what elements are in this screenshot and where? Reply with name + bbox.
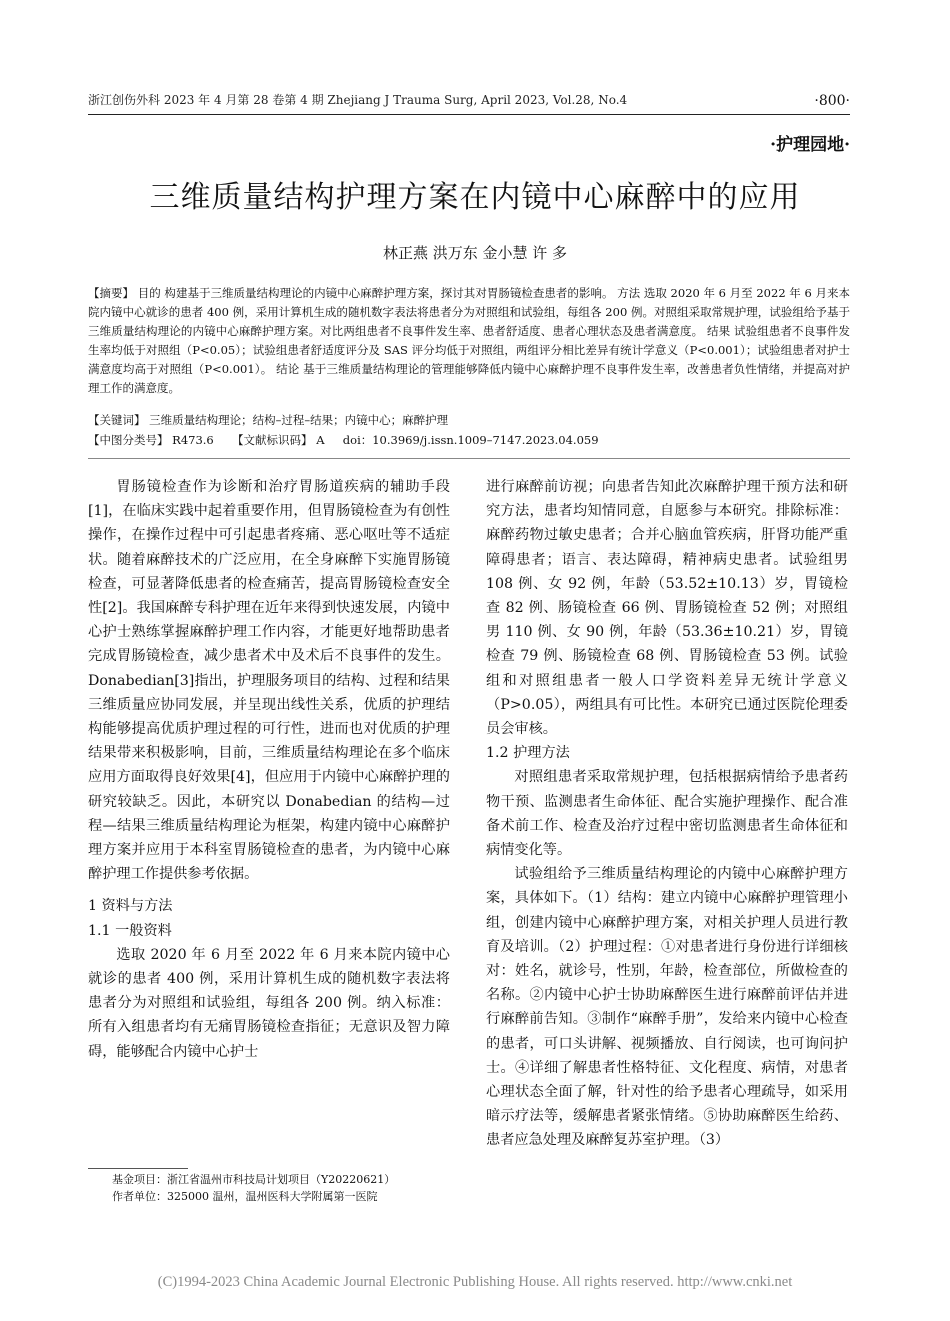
keywords-text: 三维质量结构理论；结构–过程–结果；内镜中心；麻醉护理 bbox=[149, 413, 449, 427]
footnote-rule bbox=[88, 1168, 188, 1169]
section-tag: ·护理园地· bbox=[770, 135, 850, 155]
article-title: 三维质量结构护理方案在内镜中心麻醉中的应用 bbox=[149, 180, 801, 215]
abstract bbox=[88, 284, 850, 398]
doi: doi：10.3969/j.issn.1009–7147.2023.04.059 bbox=[342, 433, 599, 447]
control-group-paragraph: 对照组患者采取常规护理，包括根据病情给予患者药物干预、监测患者生命体征、配合实施护理操作、配合准备术前工作、检查及治疗过程中密切监测患者生命体征和病情变化等。 bbox=[486, 769, 848, 859]
right-column bbox=[486, 475, 848, 1153]
abstract-text: 目的 构建基于三维质量结构理论的内镜中心麻醉护理方案，探讨其对胃肠镜检查患者的影响。 方法 选取 2020 年 6 月至 2022 年 6 月来本院内镜中心就诊的患者 400 例，采用计算机生成的随机数字表法将患者分为对照组和试验组，每组各 200 例。对照组采取常规护理，试验组给予基于三维质量结构理论的内镜中心麻醉护理方案。对比两组患者不良事件发生率、患者舒适度、患者心理状态及患者满意度。 结果 试验组患者不良事件发生率均低于对照组（P<0.05）；试验组患者舒适度评分及 SAS 评分均低于对照组，两组评分相比差异有统计学意义（P<0.001）；试验组患者对护士满意度均高于对照组（P<0.001）。 结论 基于三维质量结构理论的管理能够降低内镜中心麻醉护理不良事件发生率，改善患者负性情绪，并提高对护理工作的满意度。 bbox=[88, 286, 851, 395]
page-number: ·800· bbox=[814, 93, 850, 109]
copyright-watermark: (C)1994-2023 China Academic Journal Electronic Publishing House. All rights reserved. http://www.cnki.net bbox=[157, 1274, 793, 1290]
general-data-continued: 进行麻醉前访视；向患者告知此次麻醉护理干预方法和研究方法，患者均知情同意，自愿参与本研究。排除标准：麻醉药物过敏史患者；合并心脑血管疾病，肝肾功能严重障碍患者；语言、表达障碍，精神病史患者。试验组男 108 例、女 92 例，年龄（53.52±10.13）岁，胃镜检查 82 例、肠镜检查 66 例、胃肠镜检查 52 例；对照组男 110 例、女 90 例，年龄（53.36±10.21）岁，胃镜检查 79 例、肠镜检查 68 例、胃肠镜检查 53 例。试验组和对照组患者一般人口学资料差异无统计学意义（P>0.05），两组具有可比性。本研究已通过医院伦理委员会审核。 bbox=[486, 479, 848, 738]
trial-group-paragraph: 试验组给予三维质量结构理论的内镜中心麻醉护理方案，具体如下。（1）结构：建立内镜中心麻醉护理管理小组，创建内镜中心麻醉护理方案，对相关护理人员进行教育及培训。（2）护理过程：①对患者进行身份进行详细核对：姓名，就诊号，性别，年龄，检查部位，所做检查的名称。②内镜中心护士协助麻醉医生进行麻醉前评估并进行麻醉前告知。③制作“麻醉手册”，发给来内镜中心检查的患者，可口头讲解、视频播放、自行阅读，也可询问护士。④详细了解患者性格特征、文化程度、病情，对患者心理状态全面了解，针对性的给予患者心理疏导，如采用暗示疗法等，缓解患者紧张情绪。⑤协助麻醉医生给药、患者应急处理及麻醉复苏室护理。（3） bbox=[486, 866, 848, 1149]
keywords-label: 【关键词】 bbox=[88, 413, 146, 427]
section-heading-1: 1 资料与方法 bbox=[88, 898, 173, 915]
keywords-line bbox=[88, 411, 850, 430]
doc-label: 【文献标识码】 bbox=[232, 433, 313, 447]
section-heading-1-2: 1.2 护理方法 bbox=[486, 745, 570, 762]
clc-value: R473.6 bbox=[172, 433, 214, 447]
section-heading-1-1: 1.1 一般资料 bbox=[88, 922, 172, 939]
general-data-paragraph: 选取 2020 年 6 月至 2022 年 6 月来本院内镜中心就诊的患者 400 例，采用计算机生成的随机数字表法将患者分为对照组和试验组，每组各 200 例。纳入标准：所有入组患者均有无痛胃肠镜检查指征；无意识及智力障碍，能够配合内镜中心护士 bbox=[88, 946, 450, 1060]
header-rule bbox=[88, 114, 850, 115]
abstract-rule bbox=[88, 458, 850, 459]
intro-paragraph: 胃肠镜检查作为诊断和治疗胃肠道疾病的辅助手段[1]，在临床实践中起着重要作用，但胃肠镜检查为有创性操作，在操作过程中可引起患者疼痛、恶心呕吐等不适症状。随着麻醉技术的广泛应用，在全身麻醉下实施胃肠镜检查，可显著降低患者的检查痛苦，提高胃肠镜检查安全性[2]。我国麻醉专科护理在近年来得到快速发展，内镜中心护士熟练掌握麻醉护理工作内容，才能更好地帮助患者完成胃肠镜检查，减少患者术中及术后不良事件的发生。Donabedian[3]指出，护理服务项目的结构、过程和结果三维质量应协同发展，并呈现出线性关系，优质的护理结构能够提高优质护理过程的可行性，进而也对优质的护理结果带来积极影响，目前，三维质量结构理论在多个临床应用方面取得良好效果[4]，但应用于内镜中心麻醉护理的研究较缺乏。因此，本研究以 Donabedian 的结构—过程—结果三维质量结构理论为框架，构建内镜中心麻醉护理方案并应用于本科室胃肠镜检查的患者，为内镜中心麻醉护理工作提供参考依据。 bbox=[88, 479, 450, 883]
abstract-label: 【摘要】 bbox=[88, 286, 135, 300]
fund-footnote: 基金项目：浙江省温州市科技局计划项目（Y20220621） bbox=[112, 1173, 396, 1186]
classification-line bbox=[88, 431, 850, 450]
clc-label: 【中图分类号】 bbox=[88, 433, 169, 447]
affiliation-footnote: 作者单位：325000 温州，温州医科大学附属第一医院 bbox=[112, 1190, 378, 1203]
doc-value: A bbox=[316, 433, 325, 447]
author-list: 林正燕 洪万东 金小慧 许 多 bbox=[382, 244, 568, 262]
left-column bbox=[88, 475, 450, 1064]
running-header: 浙江创伤外科 2023 年 4 月第 28 卷第 4 期 Zhejiang J Trauma Surg, April 2023, Vol.28, No.4 bbox=[88, 93, 628, 107]
